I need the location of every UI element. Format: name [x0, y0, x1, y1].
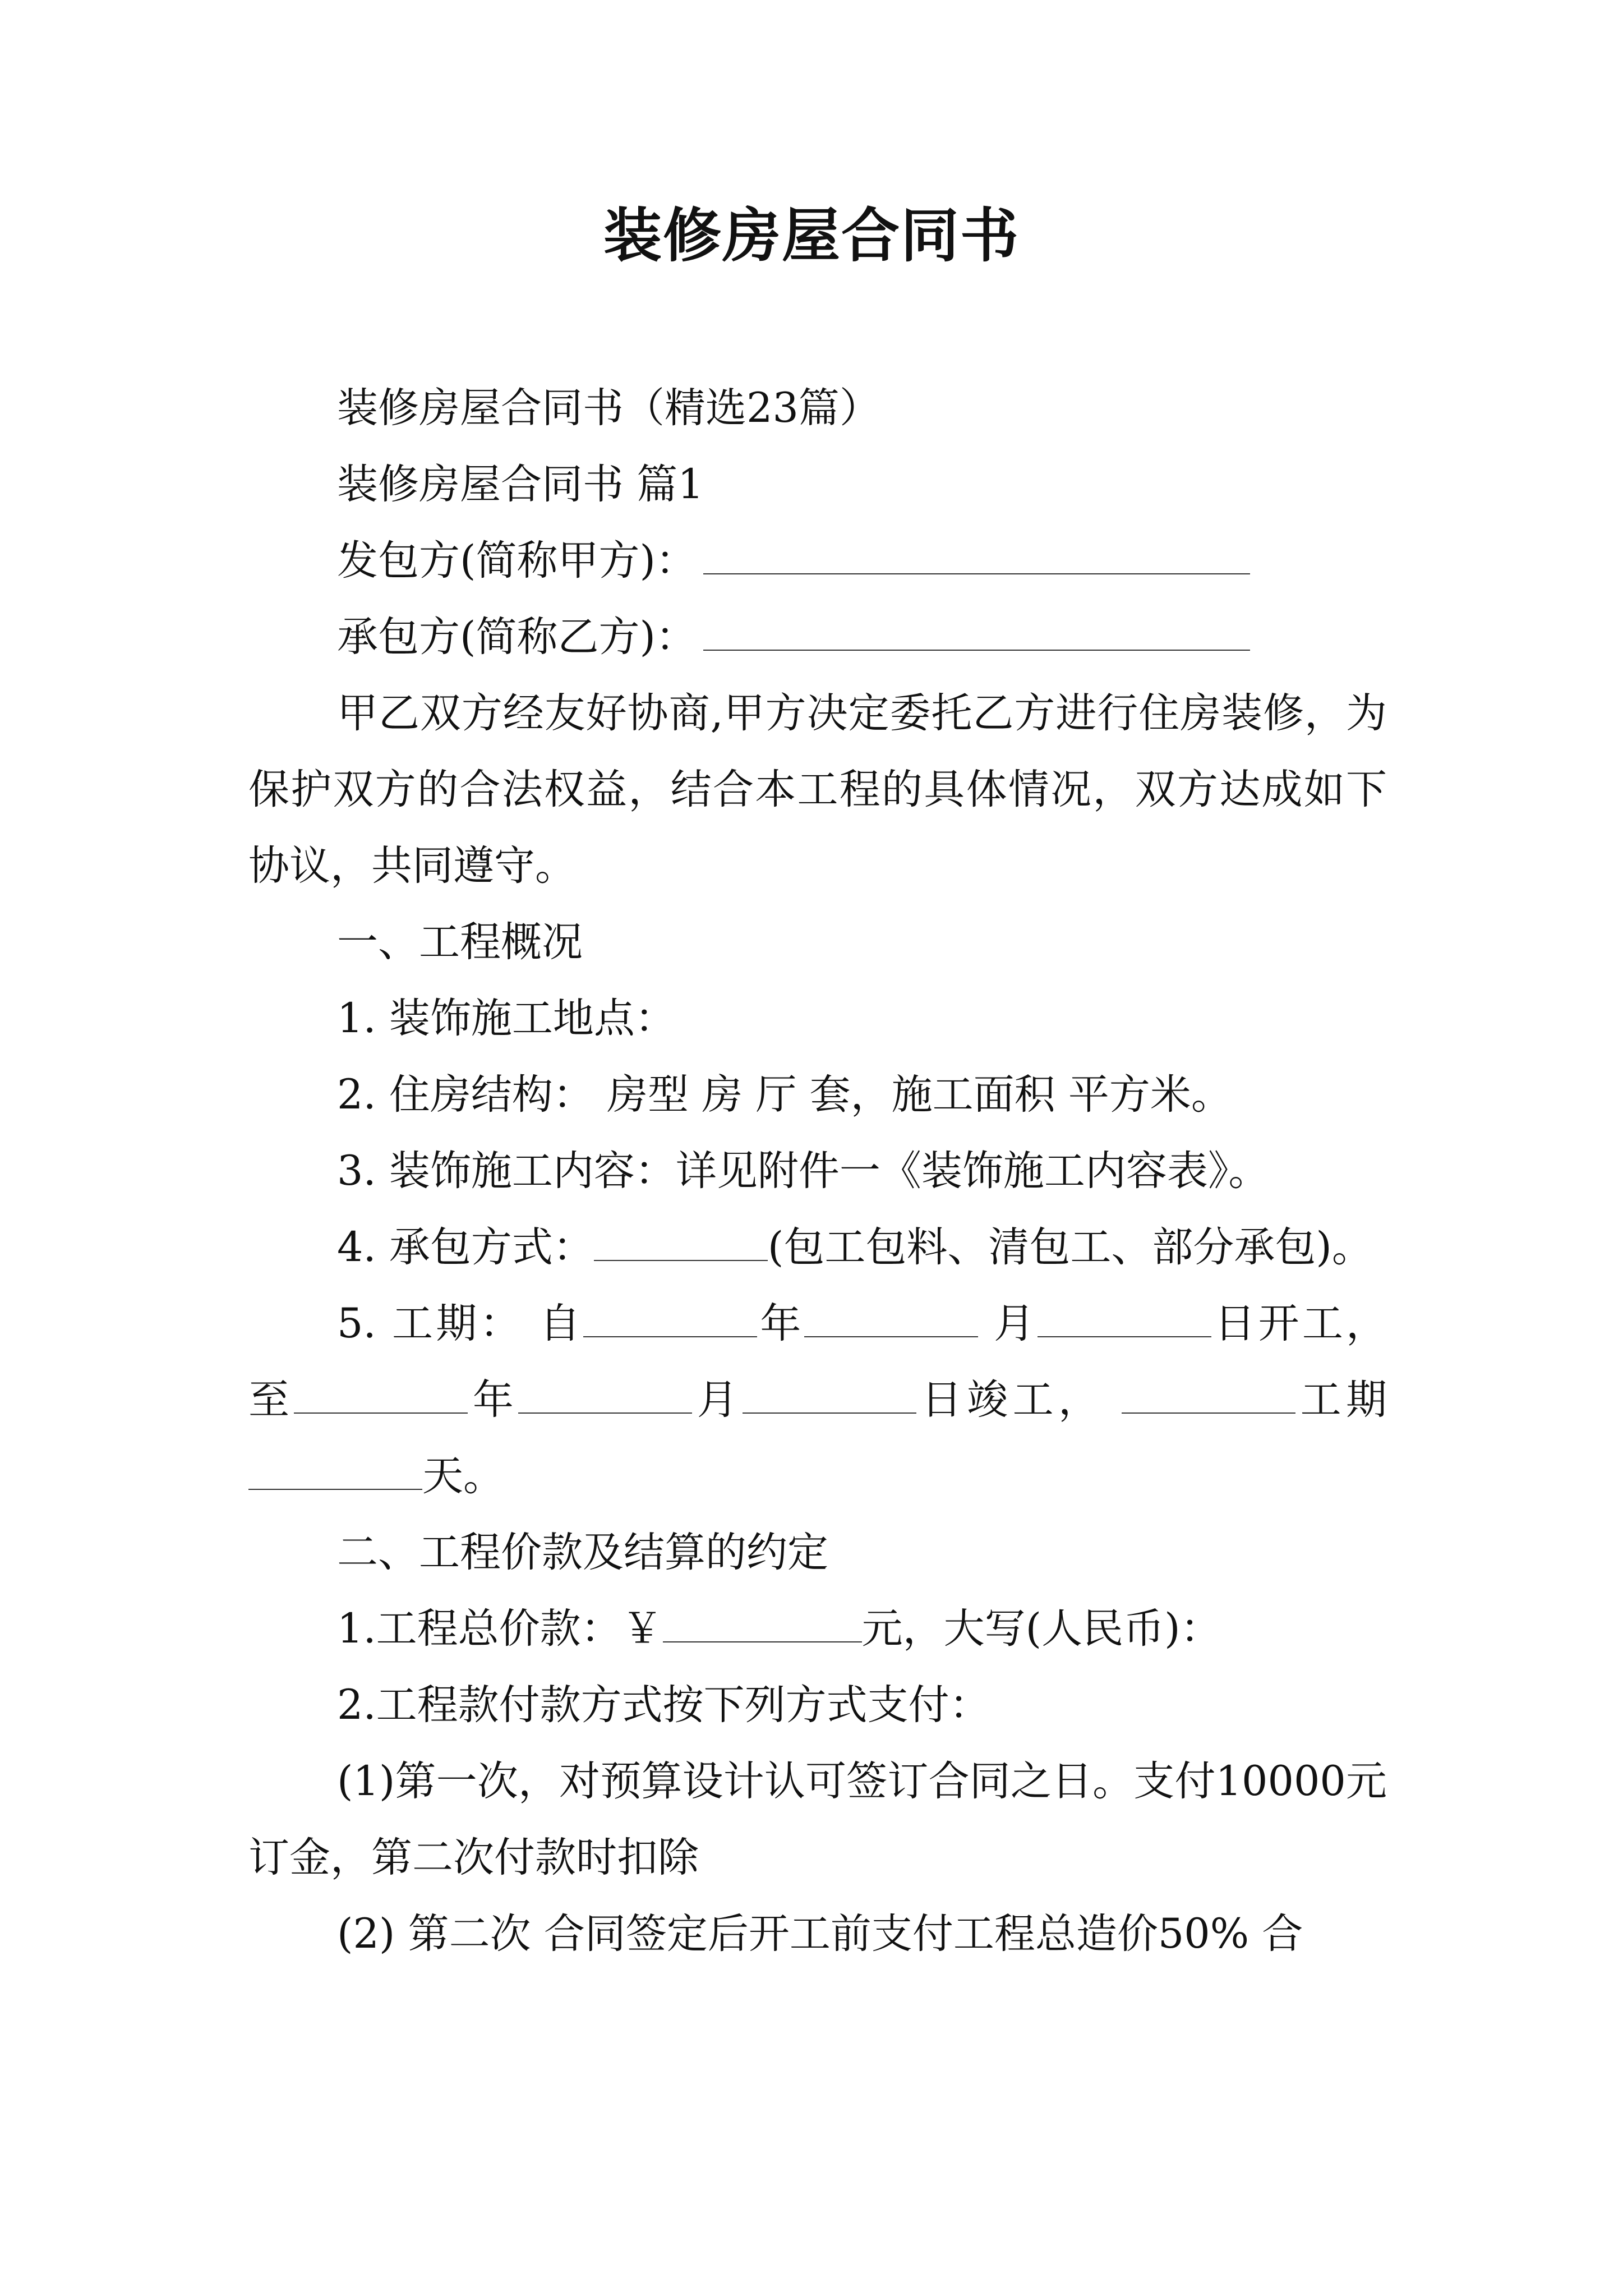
- end-year-label: 年: [468, 1376, 519, 1424]
- party-b-label: 承包方(简称乙方)：: [337, 613, 697, 661]
- item-5-prefix: 5. 工期： 自: [337, 1300, 584, 1347]
- document-body: [248, 370, 1387, 1972]
- payment-method: 2.工程款付款方式按下列方式支付：: [337, 1681, 990, 1729]
- party-a-label: 发包方(简称甲方)：: [337, 537, 697, 585]
- start-day-blank: [1038, 1297, 1211, 1337]
- item-4: [248, 1209, 1387, 1286]
- total-price-blank: [663, 1602, 862, 1642]
- party-b-line: [248, 599, 1387, 675]
- document-title: 装修房屋合同书: [603, 201, 1020, 270]
- section-heading-1: 一、工程概况: [337, 918, 583, 966]
- end-month-blank: [518, 1373, 692, 1414]
- intro-paragraph: 甲乙双方经友好协商,甲方决定委托乙方进行住房装修，为保护双方的合法权益，结合本工程的具体情况，双方达成如下协议，共同遵守。: [248, 689, 1387, 890]
- end-day-blank: [743, 1373, 916, 1414]
- item-4-prefix: 4. 承包方式：: [337, 1223, 594, 1271]
- start-month-blank: [804, 1297, 978, 1337]
- start-month-label: 月: [994, 1300, 1038, 1347]
- party-a-blank: [703, 534, 1250, 574]
- item-1: 1. 装饰施工地点：: [337, 995, 676, 1042]
- chapter-heading: 装修房屋合同书 篇1: [337, 461, 704, 508]
- item-2: 2. 住房结构： 房型 房 厅 套，施工面积 平方米。: [337, 1071, 1232, 1119]
- payment-2: (2) 第二次 合同签定后开工前支付工程总造价50% 合: [337, 1910, 1303, 1958]
- party-b-blank: [703, 610, 1250, 651]
- item-3: 3. 装饰施工内容：详见附件一《装饰施工内容表》。: [337, 1147, 1270, 1195]
- start-year-blank: [583, 1297, 757, 1337]
- party-a-line: [248, 523, 1387, 599]
- start-day-label: 日开工，: [1211, 1300, 1387, 1347]
- section-heading-2: 二、工程价款及结算的约定: [337, 1529, 828, 1576]
- payment-1: (1)第一次，对预算设计认可签订合同之日。支付10000元订金，第二次付款时扣除: [248, 1757, 1387, 1881]
- total-price-suffix: 元，大写(人民币)：: [861, 1605, 1221, 1653]
- item-4-suffix: (包工包料、清包工、部分承包)。: [767, 1223, 1373, 1271]
- days-blank: [248, 1450, 422, 1490]
- subtitle: 装修房屋合同书（精选23篇）: [337, 384, 880, 432]
- contract-mode-blank: [594, 1221, 768, 1261]
- end-year-blank: [294, 1373, 468, 1414]
- end-day-label: 日竣工，: [916, 1376, 1104, 1424]
- period-label: 工期: [1295, 1376, 1387, 1424]
- total-price-prefix: 1.工程总价款：￥: [337, 1605, 663, 1653]
- days-label: 天。: [422, 1452, 504, 1500]
- start-year-label: 年: [757, 1300, 804, 1347]
- period-blank: [1122, 1373, 1295, 1414]
- item-5: [248, 1286, 1387, 1515]
- total-price-line: [248, 1591, 1387, 1667]
- end-to-label: 至: [248, 1376, 294, 1424]
- end-month-label: 月: [692, 1376, 743, 1424]
